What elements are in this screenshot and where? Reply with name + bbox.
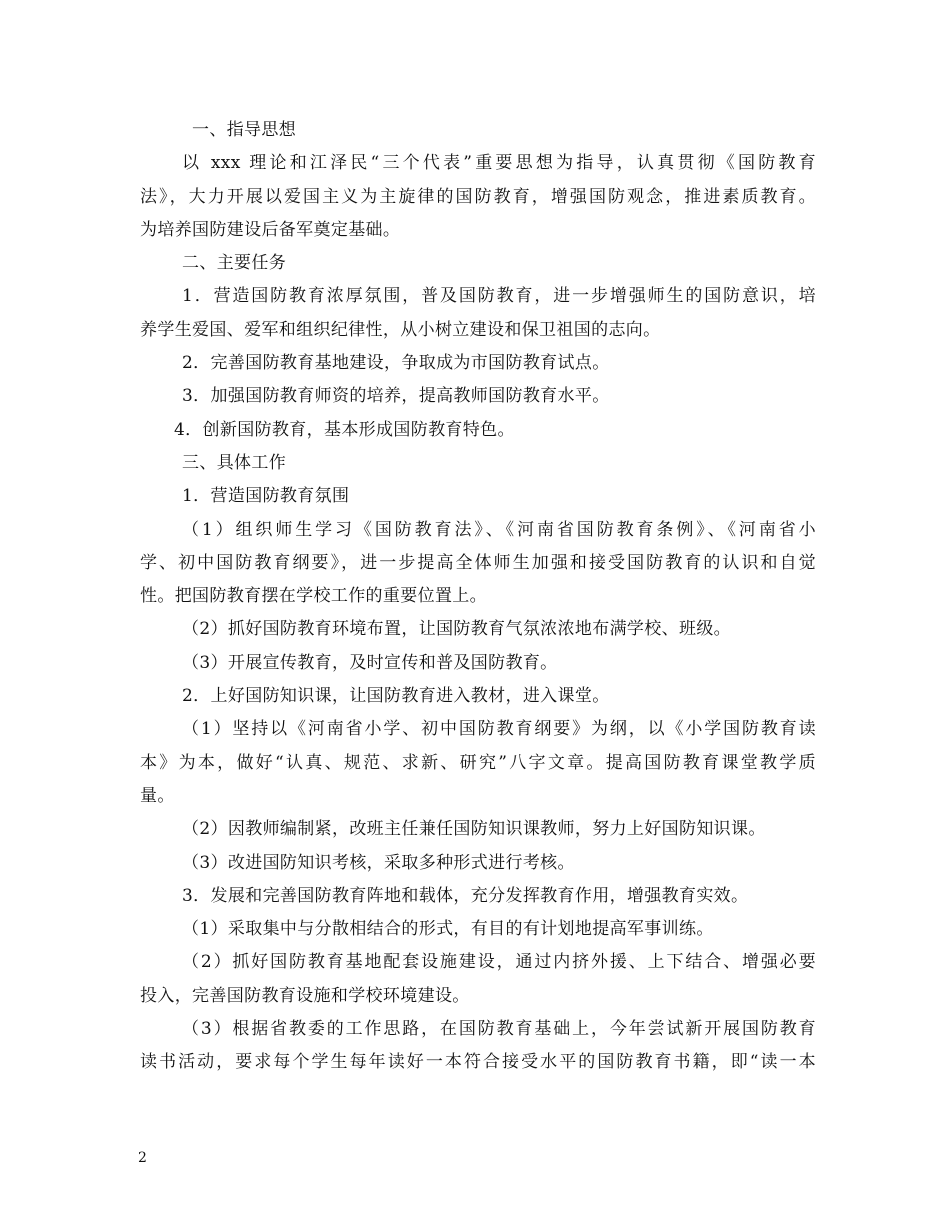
- text-line: 学、初中国防教育纲要》，进一步提高全体师生加强和接受国防教育的认识和自觉: [140, 552, 816, 573]
- text-line: 本》为本，做好“认真、规范、求新、研究”八字文章。提高国防教育课堂教学质: [140, 752, 816, 773]
- page-number: 2: [138, 1150, 147, 1166]
- text-line: 3．发展和完善国防教育阵地和载体，充分发挥教育作用，增强教育实效。: [182, 885, 749, 906]
- text-line: （2）抓好国防教育基地配套设施建设，通过内挤外援、上下结合、增强必要: [182, 952, 816, 973]
- text-line: （3）开展宣传教育，及时宣传和普及国防教育。: [182, 652, 558, 673]
- text-line: 二、主要任务: [182, 253, 287, 274]
- text-line: 4．创新国防教育，基本形成国防教育特色。: [174, 419, 515, 440]
- text-line: 2．上好国防知识课，让国防教育进入教材，进入课堂。: [182, 686, 610, 707]
- text-line: （1）坚持以《河南省小学、初中国防教育纲要》为纲，以《小学国防教育读: [182, 719, 816, 740]
- text-line: 法》，大力开展以爱国主义为主旋律的国防教育，增强国防观念，推进素质教育。: [140, 186, 816, 207]
- text-line: 为培养国防建设后备军奠定基础。: [140, 219, 401, 240]
- text-line: 投入，完善国防教育设施和学校环境建设。: [140, 985, 470, 1006]
- document-body: [140, 114, 816, 1080]
- text-line: （3）根据省教委的工作思路，在国防教育基础上，今年尝试新开展国防教育: [182, 1019, 816, 1040]
- text-line: 养学生爱国、爱军和组织纪律性，从小树立建设和保卫祖国的志向。: [140, 319, 661, 340]
- text-line: 一、指导思想: [192, 120, 297, 140]
- text-line: （2）因教师编制紧，改班主任兼任国防知识课教师，努力上好国防知识课。: [182, 819, 766, 840]
- text-line: 量。: [140, 785, 175, 806]
- text-line: （2）抓好国防教育环境布置，让国防教育气氛浓浓地布满学校、班级。: [182, 619, 732, 640]
- text-line: 三、具体工作: [182, 452, 287, 473]
- text-line: 以 xxx 理论和江泽民“三个代表”重要思想为指导，认真贯彻《国防教育: [182, 153, 816, 174]
- text-line: 1．营造国防教育浓厚氛围，普及国防教育，进一步增强师生的国防意识，培: [182, 286, 816, 307]
- text-line: 1．营造国防教育氛围: [182, 486, 350, 507]
- text-line: 2．完善国防教育基地建设，争取成为市国防教育试点。: [182, 353, 610, 374]
- text-line: 3．加强国防教育师资的培养，提高教师国防教育水平。: [182, 386, 610, 407]
- text-line: 读书活动，要求每个学生每年读好一本符合接受水平的国防教育书籍，即“读一本: [140, 1052, 816, 1073]
- text-line: （3）改进国防知识考核，采取多种形式进行考核。: [182, 852, 575, 873]
- text-line: （1）采取集中与分散相结合的形式，有目的有计划地提高军事训练。: [182, 919, 714, 940]
- text-line: （1）组织师生学习《国防教育法》、《河南省国防教育条例》、《河南省小: [182, 519, 816, 540]
- text-line: 性。把国防教育摆在学校工作的重要位置上。: [140, 586, 487, 607]
